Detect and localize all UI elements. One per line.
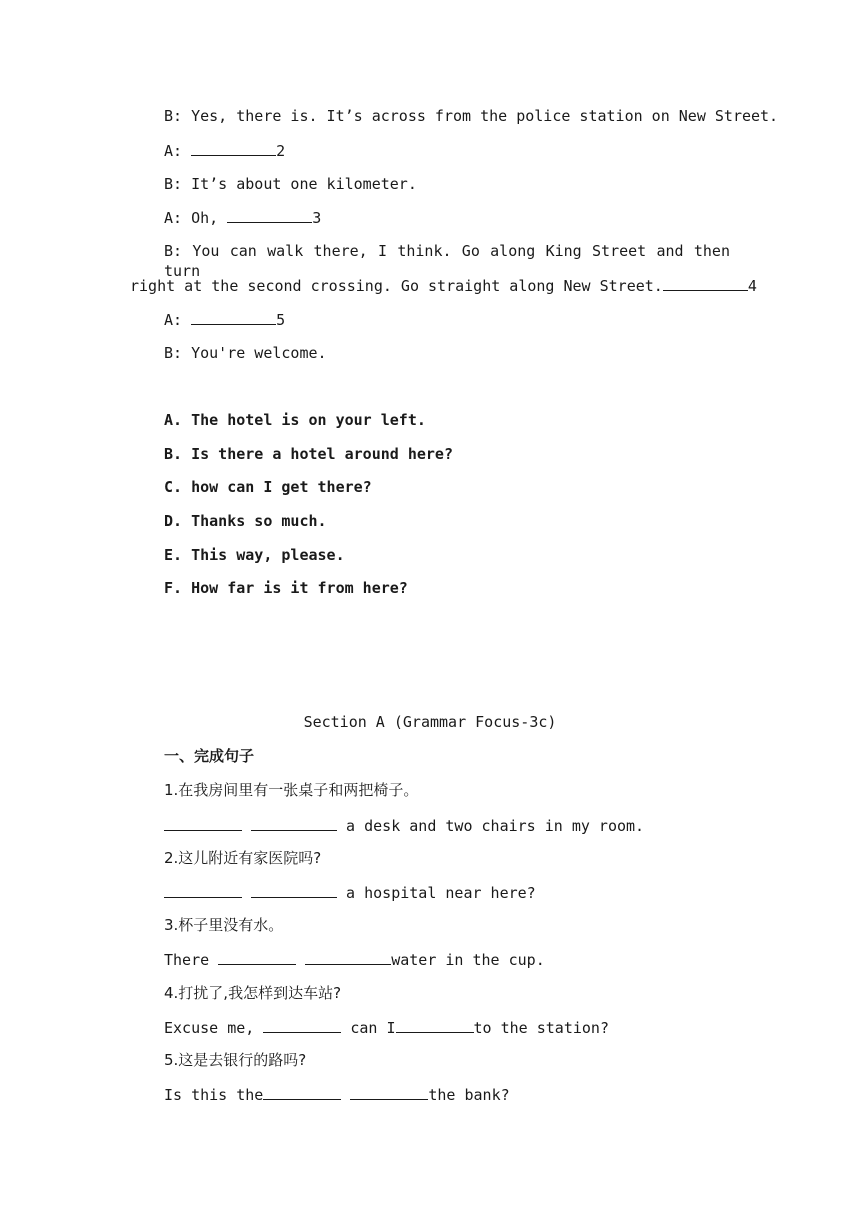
item-3-pre: There [164, 951, 219, 969]
item-3-blank-a[interactable] [218, 949, 296, 965]
item-3-chinese: 3.杯子里没有水。 [164, 916, 284, 934]
item-3-text: water in the cup. [391, 951, 545, 969]
item-2-text: a hospital near here? [337, 884, 536, 902]
item-2-blank-b[interactable] [251, 882, 337, 898]
option-f: F. How far is it from here? [164, 579, 408, 597]
item-4-blank-b[interactable] [396, 1017, 474, 1033]
item-3-english [164, 949, 545, 970]
answer-blank-4[interactable] [663, 275, 748, 291]
option-c: C. how can I get there? [164, 478, 372, 496]
item-4-blank-a[interactable] [263, 1017, 341, 1033]
item-1-chinese: 1.在我房间里有一张桌子和两把椅子。 [164, 781, 419, 799]
item-1-text: a desk and two chairs in my room. [337, 817, 645, 835]
item-5-chinese: 5.这是去银行的路吗? [164, 1051, 307, 1069]
item-4-chinese: 4.打扰了,我怎样到达车站? [164, 984, 342, 1002]
option-d: D. Thanks so much. [164, 512, 327, 530]
item-4-mid: can I [341, 1019, 396, 1037]
part-heading: 一、完成句子 [164, 747, 255, 765]
speaker-label: A: Oh, [164, 209, 219, 227]
blank-number: 5 [276, 311, 286, 329]
item-5-blank-b[interactable] [350, 1084, 428, 1100]
blank-number: 2 [276, 142, 286, 160]
option-e: E. This way, please. [164, 546, 345, 564]
item-2-english [164, 882, 536, 903]
speaker-label: A: [164, 142, 183, 160]
dialogue-line-1: B: Yes, there is. It’s across from the police station on New Street. [164, 107, 779, 125]
item-4-english [164, 1017, 609, 1038]
dialogue-line-3: B: It’s about one kilometer. [164, 175, 417, 193]
item-3-blank-b[interactable] [305, 949, 391, 965]
item-4-pre: Excuse me, [164, 1019, 264, 1037]
dialogue-line-8: B: You're welcome. [164, 344, 327, 362]
dialogue-line-6 [130, 275, 757, 296]
item-2-blank-a[interactable] [164, 882, 242, 898]
blank-number: 4 [747, 277, 757, 295]
dialogue-line-7 [164, 309, 285, 330]
item-1-english [164, 815, 644, 836]
answer-blank-5[interactable] [191, 309, 276, 325]
section-title: Section A (Grammar Focus-3c) [303, 713, 557, 731]
answer-blank-3[interactable] [227, 207, 312, 223]
dialogue-line-4 [164, 207, 321, 228]
item-5-pre: Is this the [164, 1086, 264, 1104]
item-2-chinese: 2.这儿附近有家医院吗? [164, 849, 322, 867]
dialogue-text: right at the second crossing. Go straight along New Street. [130, 277, 663, 295]
speaker-label: A: [164, 311, 183, 329]
option-a: A. The hotel is on your left. [164, 411, 426, 429]
item-1-blank-a[interactable] [164, 815, 242, 831]
option-b: B. Is there a hotel around here? [164, 445, 453, 463]
item-5-english [164, 1084, 510, 1105]
item-1-blank-b[interactable] [251, 815, 337, 831]
item-5-text: the bank? [428, 1086, 510, 1104]
dialogue-line-5: B: You can walk there, I think. Go along King Street and then turn [164, 242, 730, 280]
dialogue-line-2 [164, 140, 285, 161]
answer-blank-2[interactable] [191, 140, 276, 156]
blank-number: 3 [312, 209, 322, 227]
item-4-text: to the station? [473, 1019, 609, 1037]
item-5-blank-a[interactable] [263, 1084, 341, 1100]
